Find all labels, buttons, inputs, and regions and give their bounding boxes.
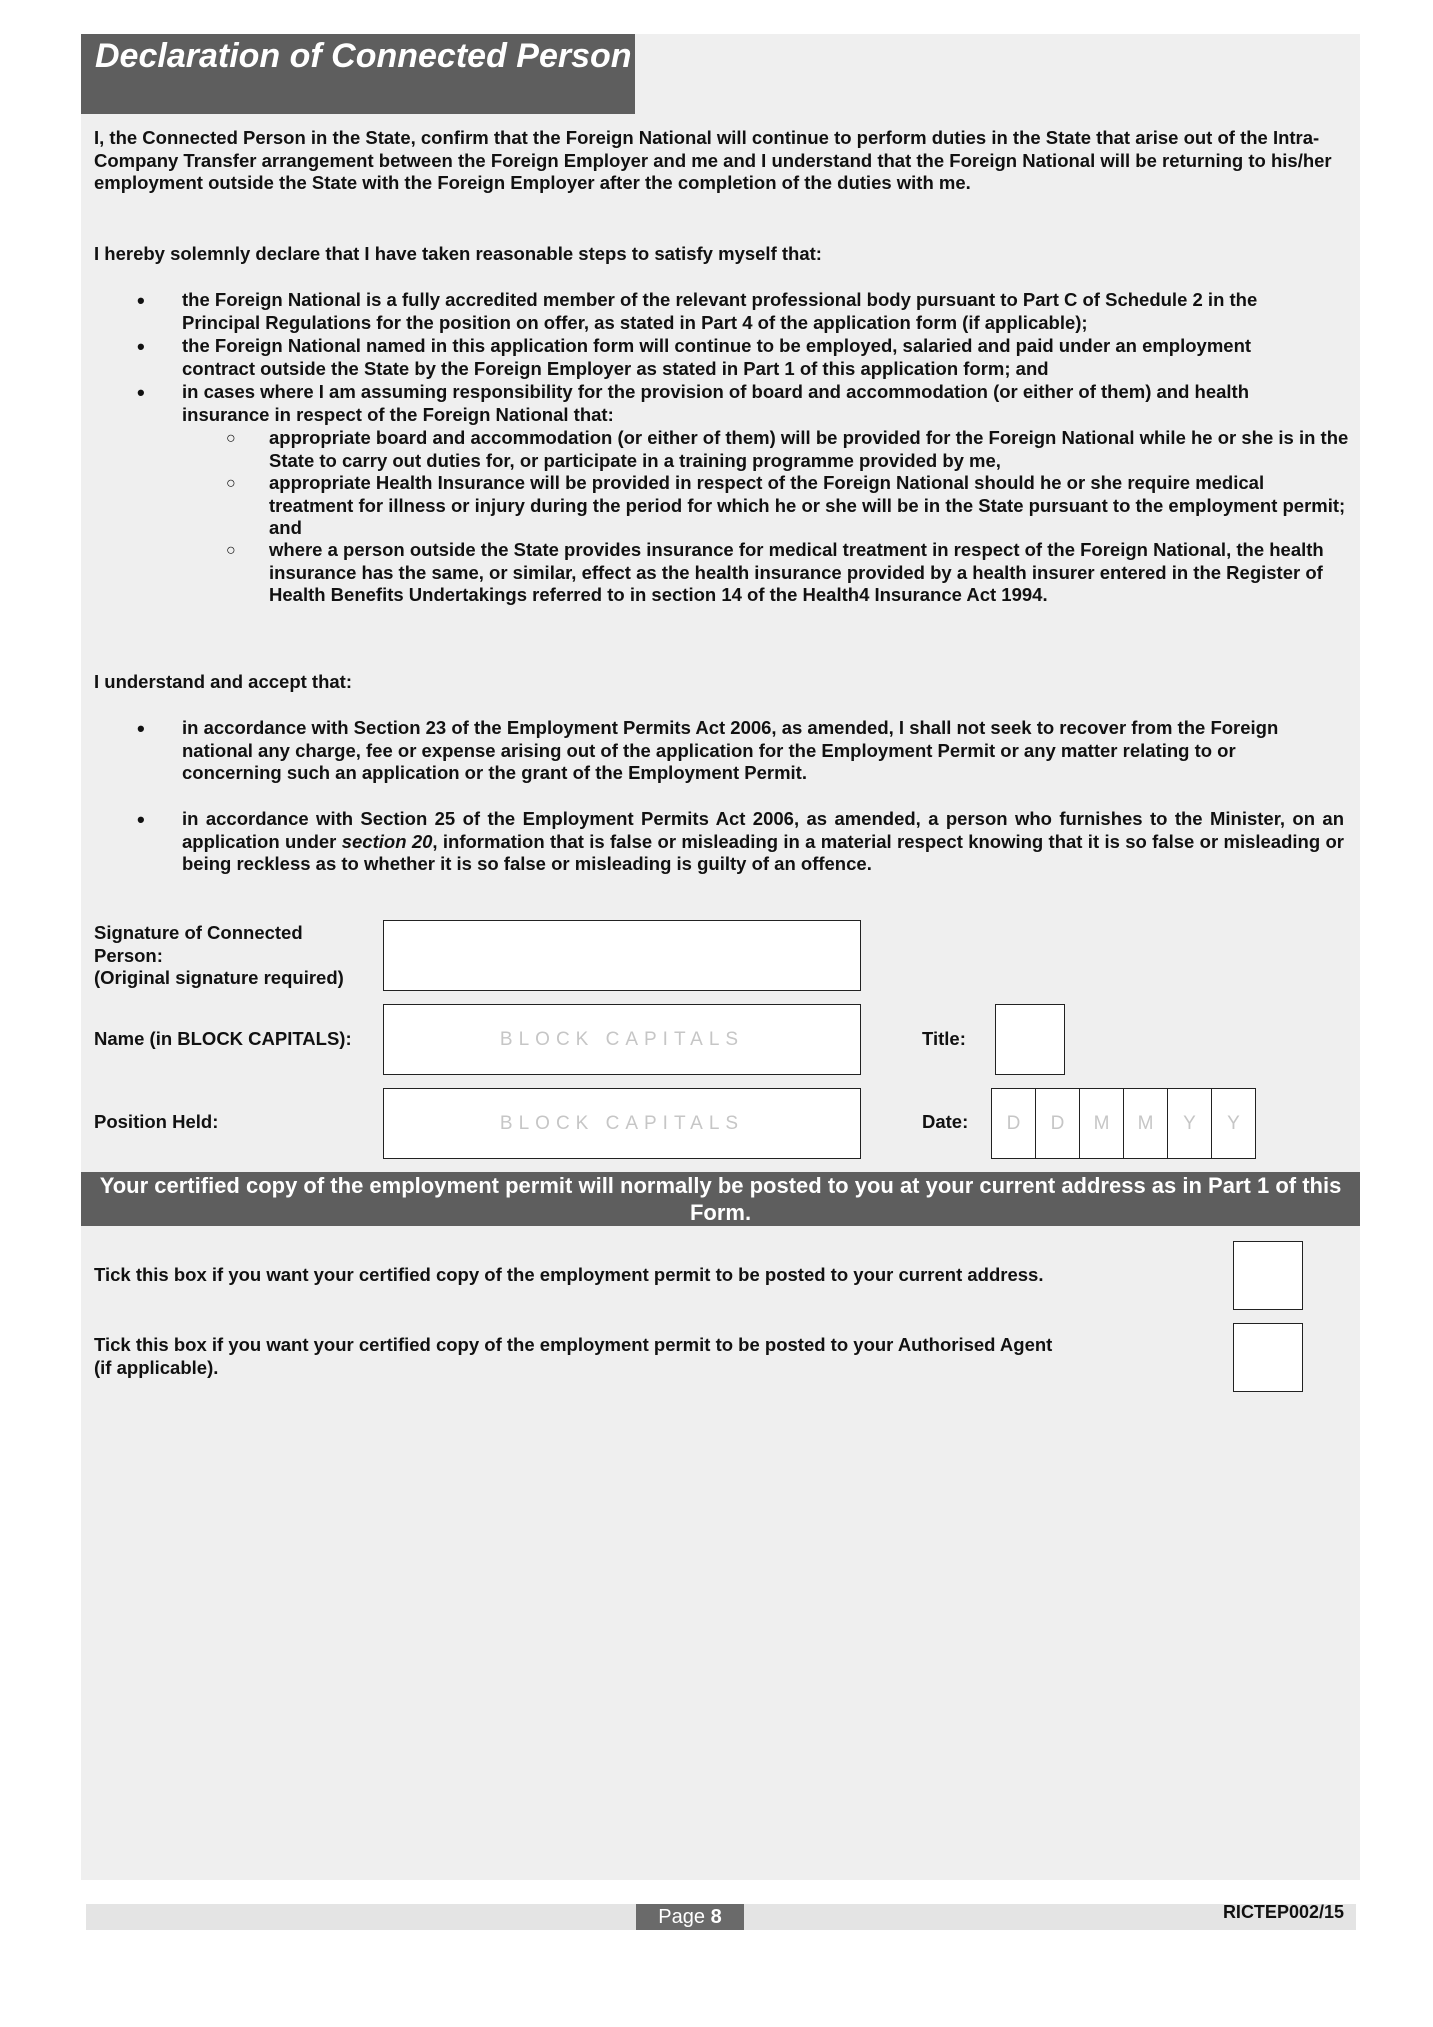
position-placeholder: BLOCK CAPITALS (499, 1112, 745, 1134)
tick-agent-checkbox[interactable] (1233, 1323, 1303, 1392)
intro-paragraph: I, the Connected Person in the State, confirm that the Foreign National will continue to perform duties in the State that arise out of the Intra-Company Transfer arrangement between the Foreign Employer and me and I understand that the Foreign National will be returning to his/her employment outside the State with the Foreign Employer after the completion of the duties with me. (94, 127, 1332, 193)
title-field[interactable] (995, 1004, 1065, 1075)
tick-current-label: Tick this box if you want your certified copy of the employment permit to be posted to your current address. (94, 1264, 1044, 1285)
name-label: Name (in BLOCK CAPITALS): (94, 1028, 352, 1049)
circle-bullet-icon: ○ (226, 430, 236, 447)
name-field[interactable] (383, 1004, 861, 1075)
circle-bullet-icon: ○ (226, 542, 236, 559)
sub-item: where a person outside the State provides insurance for medical treatment in respect of the Foreign National, the health insurance has the same, or similar, effect as the health insurance provided by a health insurer entered in the Register of Health Benefits Undertakings referred to in section 14 of the Health4 Insurance Act 1994. (269, 539, 1324, 605)
understand-item: in accordance with Section 25 of the Employment Permits Act 2006, as amended, a person who furnishes to the Minister, on an application under section 20, information that is false or misleading in a material respect knowing that it is so false or misleading or being reckless as to whether it is so false or misleading is guilty of an offence. (182, 808, 1344, 874)
tick-current-checkbox[interactable] (1233, 1241, 1303, 1310)
name-placeholder: BLOCK CAPITALS (499, 1028, 745, 1050)
sub-item: appropriate Health Insurance will be provided in respect of the Foreign National should he or she require medical treatment for illness or injury during the period for which he or she will be in the State pursuant to the employment permit; and (269, 472, 1346, 538)
page-indicator: Page 8 (636, 1904, 744, 1930)
form-code: RICTEP002/15 (1222, 1902, 1344, 1922)
date-day-1[interactable]: D (991, 1088, 1036, 1159)
signature-field[interactable] (383, 920, 861, 991)
declare-item: the Foreign National is a fully accredited member of the relevant professional body pursuant to Part C of Schedule 2 in the Principal Regulations for the position on offer, as stated in Part 4 of the application form (if applicable); (182, 289, 1258, 333)
date-year-1[interactable]: Y (1167, 1088, 1212, 1159)
position-field[interactable] (383, 1088, 861, 1159)
signature-label: Signature of Connected Person: (94, 922, 303, 966)
title-label: Title: (922, 1028, 966, 1049)
postal-notice: Your certified copy of the employment permit will normally be posted to you at your current address as in Part 1 of this Form. (81, 1172, 1360, 1226)
bullet-icon: • (137, 288, 145, 313)
declare-item: in cases where I am assuming responsibility for the provision of board and accommodation (or either of them) and health insurance in respect of the Foreign National that: (182, 381, 1250, 425)
date-month-2[interactable]: M (1123, 1088, 1168, 1159)
understand-item: in accordance with Section 23 of the Employment Permits Act 2006, as amended, I shall not seek to recover from the Foreign national any charge, fee or expense arising out of the application for the Employment Permit or any matter relating to or concerning such an application or the grant of the Employment Permit. (182, 717, 1279, 783)
bullet-icon: • (137, 380, 145, 405)
date-month-1[interactable]: M (1079, 1088, 1124, 1159)
declare-heading: I hereby solemnly declare that I have taken reasonable steps to satisfy myself that: (94, 243, 822, 264)
bullet-icon: • (137, 334, 145, 359)
sub-item: appropriate board and accommodation (or either of them) will be provided for the Foreign National while he or she is in the State to carry out duties for, or participate in a training programme provided by me, (269, 427, 1349, 471)
circle-bullet-icon: ○ (226, 475, 236, 492)
date-label: Date: (922, 1111, 969, 1132)
bullet-icon: • (137, 807, 145, 832)
position-label: Position Held: (94, 1111, 219, 1132)
section-title: Declaration of Connected Person (81, 34, 635, 114)
understand-heading: I understand and accept that: (94, 671, 353, 692)
date-year-2[interactable]: Y (1211, 1088, 1256, 1159)
signature-note: (Original signature required) (94, 967, 344, 988)
declare-item: the Foreign National named in this application form will continue to be employed, salaried and paid under an employment contract outside the State by the Foreign Employer as stated in Part 1 of this application form; and (182, 335, 1252, 379)
section-20-ref: section 20 (341, 830, 433, 852)
tick-agent-label: Tick this box if you want your certified copy of the employment permit to be posted to your Authorised Agent (if applicable). (94, 1334, 1053, 1378)
bullet-icon: • (137, 716, 145, 741)
date-day-2[interactable]: D (1035, 1088, 1080, 1159)
